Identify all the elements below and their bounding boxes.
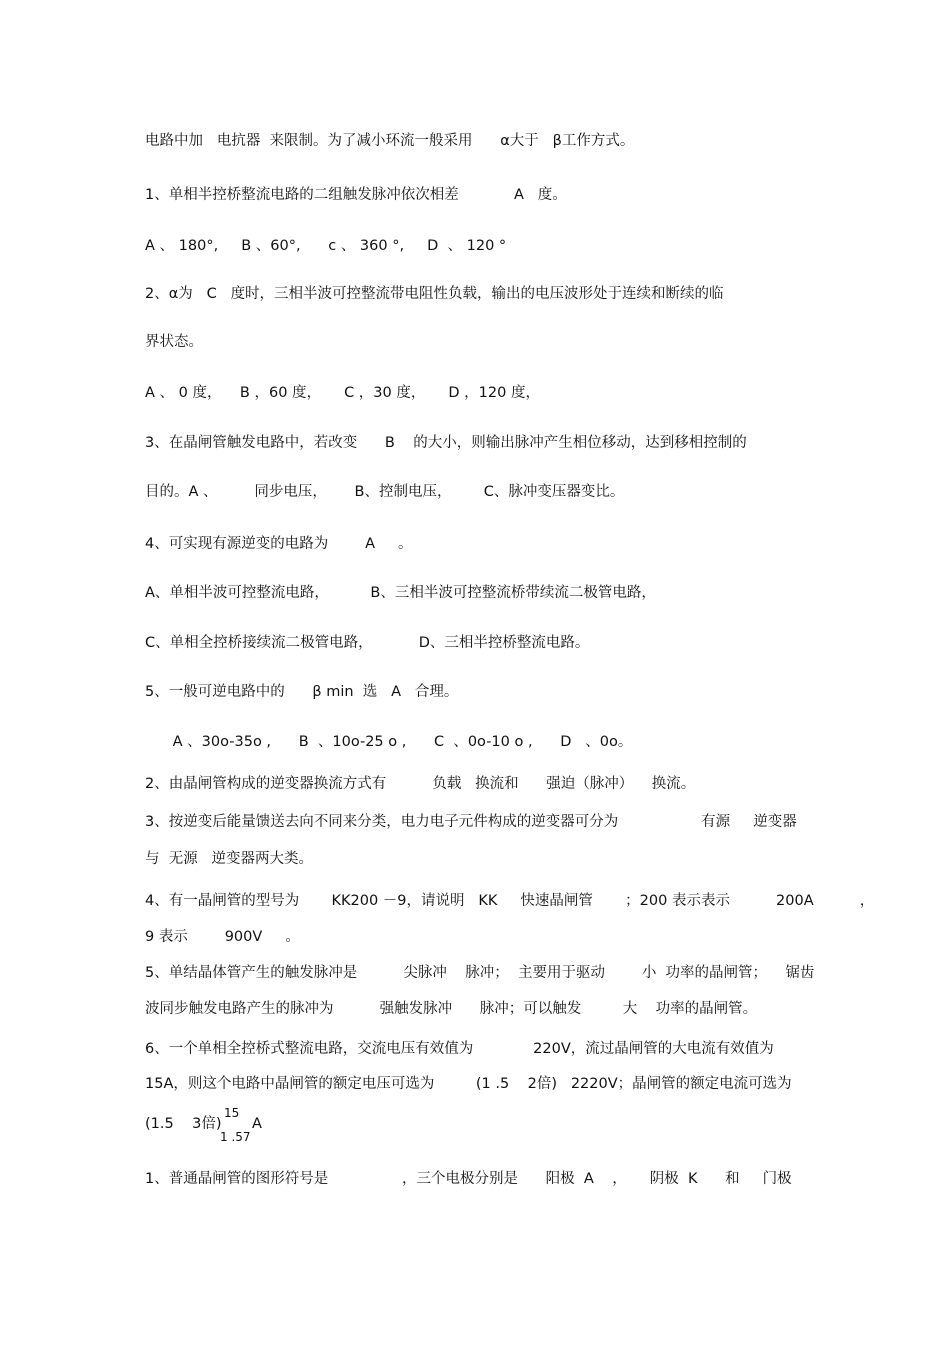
question-line: 1、普通晶闸管的图形符号是 ，三个电极分别是 阳极 A ， 阴极 K 和 门极 [145,1171,792,1187]
options-line: A、单相半波可控整流电路， B、三相半波可控整流桥带续流二极管电路， [145,585,656,601]
answer-line: 3、按逆变后能量馈送去向不同来分类，电力电子元件构成的逆变器可分为 有源 逆变器 [145,814,797,830]
options-line: C、单相全控桥接续流二极管电路， D、三相半控桥整流电路。 [145,635,590,651]
question-line: 1、单相半控桥整流电路的二组触发脉冲依次相差 A 度。 [145,187,567,203]
answer-line: 9 表示 900V 。 [145,929,300,945]
options-line: A 、 0 度， B ，60 度， C ，30 度， D ，120 度， [145,385,540,401]
answer-line: (1.5 3倍) [145,1116,222,1132]
answer-line: 与 无源 逆变器两大类。 [145,851,314,867]
fraction-numerator: 15 [224,1106,240,1120]
text-line: 界状态。 [145,334,203,350]
fraction-unit: A [252,1116,262,1132]
options-line: A 、30o-35o , B 、10o-25 o , C 、0o-10 o , D 、0o。 [145,734,633,750]
answer-line: 波同步触发电路产生的脉冲为 强触发脉冲 脉冲；可以触发 大 功率的晶闸管。 [145,1001,758,1017]
options-line: 目的。A 、 同步电压， B、控制电压， C、脉冲变压器变比。 [145,484,625,500]
question-line: 3、在晶闸管触发电路中，若改变 B 的大小，则输出脉冲产生相位移动，达到移相控制的 [145,435,747,451]
answer-line: 5、单结晶体管产生的触发脉冲是 尖脉冲 脉冲； 主要用于驱动 小 功率的晶闸管； 锯齿 [145,965,815,981]
question-line: 5、一般可逆电路中的 β min 选 A 合理。 [145,684,459,700]
answer-line: 2、由晶闸管构成的逆变器换流方式有 负载 换流和 强迫（脉冲） 换流。 [145,776,696,792]
options-line: A 、 180°, B 、60°, c 、 360 °, D 、 120 ° [145,238,507,254]
answer-line: 6、一个单相全控桥式整流电路，交流电压有效值为 220V，流过晶闸管的大电流有效值为 [145,1041,774,1057]
question-line: 2、α为 C 度时，三相半波可控整流带电阻性负载，输出的电压波形处于连续和断续的临 [145,286,724,302]
answer-line: 15A，则这个电路中晶闸管的额定电压可选为 (1 .5 2倍) 2220V；晶闸管的额定电流可选为 [145,1076,792,1092]
question-line: 4、可实现有源逆变的电路为 A 。 [145,536,413,552]
text-line: 电路中加 电抗器 来限制。为了减小环流一般采用 α大于 β工作方式。 [145,133,635,149]
fraction-denominator: 1 .57 [220,1130,251,1144]
answer-line: 4、有一晶闸管的型号为 KK200 －9，请说明 KK 快速晶闸管 ；200 表示表示 200A ， [145,893,875,909]
